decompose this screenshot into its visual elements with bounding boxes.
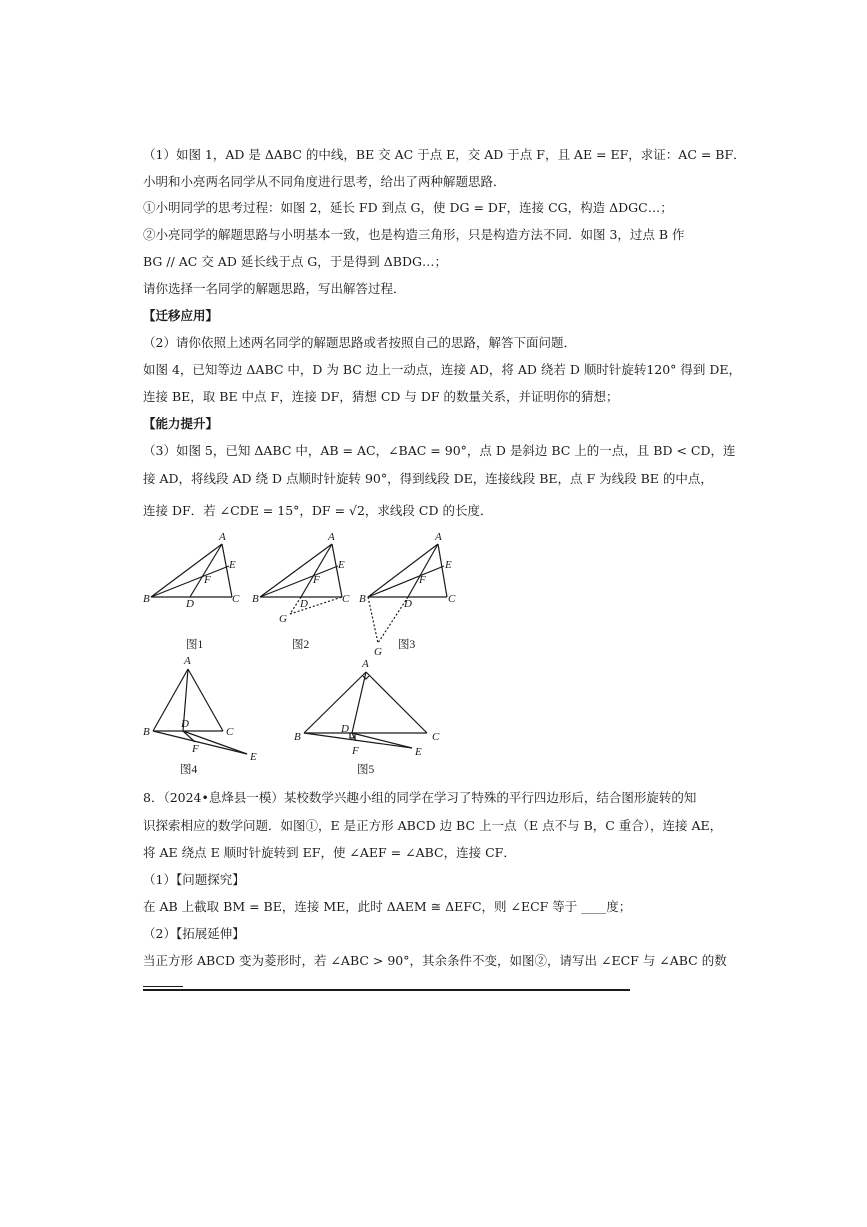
- fig4-label-f: F: [192, 743, 199, 755]
- q8-line2: 识探索相应的数学问题．如图①，E 是正方形 ABCD 边 BC 上一点（E 点不与 B，C 重合），连接 AE，: [143, 818, 723, 833]
- fig3-label-e: E: [445, 559, 452, 571]
- fig4-label-a: A: [184, 655, 191, 667]
- fig1-label-d: D: [186, 598, 194, 610]
- q7-part2-line3: 连接 BE，取 BE 中点 F，连接 DF，猜想 CD 与 DF 的数量关系，并证明你的猜想；: [143, 389, 619, 404]
- q7-part2-line2: 如图 4，已知等边 ΔABC 中，D 为 BC 边上一动点，连接 AD，将 AD 绕若 D 顺时针旋转120° 得到 DE，: [143, 362, 742, 377]
- fig3-label-g: G: [374, 646, 382, 658]
- fig2-label-a: A: [328, 531, 335, 543]
- fig2-caption: 图2: [292, 639, 310, 651]
- fig5-caption: 图5: [357, 764, 375, 776]
- fig2-label-f: F: [313, 574, 320, 586]
- fig3-caption: 图3: [398, 639, 416, 651]
- fig4-label-b: B: [143, 726, 150, 738]
- figure-4: [153, 669, 247, 754]
- fig3-label-b: B: [359, 593, 366, 605]
- q7-part3-line1: （3）如图 5，已知 ΔABC 中，AB = AC，∠BAC = 90°，点 D 是斜边 BC 上的一点，且 BD < CD，连: [143, 443, 736, 458]
- figure-1: [151, 544, 232, 597]
- fig5-label-b: B: [294, 731, 301, 743]
- fig2-label-e: E: [338, 559, 345, 571]
- fig4-label-e: E: [250, 751, 257, 763]
- q7-part2-line1: （2）请你依照上述两名同学的解题思路或者按照自己的思路，解答下面问题．: [143, 335, 576, 350]
- figure-2-labels: [252, 531, 350, 651]
- q7-heading-transfer: 【迁移应用】: [143, 308, 219, 323]
- fig4-caption: 图4: [180, 764, 198, 776]
- fig4-label-c: C: [226, 726, 234, 738]
- q8-question1: 在 AB 上截取 BM = BE，连接 ME，此时 ΔAEM ≅ ΔEFC，则 ∠ECF 等于 ____度；: [143, 899, 632, 914]
- q8-line3: 将 AE 绕点 E 顺时针旋转到 EF，使 ∠AEF = ∠ABC，连接 CF．: [143, 845, 516, 860]
- q7-heading-ability: 【能力提升】: [143, 416, 219, 431]
- q7-liang-line1: ②小亮同学的解题思路与小明基本一致，也是构造三角形，只是构造方法不同．如图 3，过点 B 作: [143, 227, 685, 242]
- fig1-caption: 图1: [186, 639, 204, 651]
- fig2-label-b: B: [252, 593, 259, 605]
- fig1-label-f: F: [204, 574, 211, 586]
- fig2-label-d: D: [300, 598, 308, 610]
- fig3-label-f: F: [419, 574, 426, 586]
- fig1-label-a: A: [219, 531, 226, 543]
- fig5-label-d: D: [341, 723, 349, 735]
- fig2-label-c: C: [342, 593, 350, 605]
- fig3-label-a: A: [435, 531, 442, 543]
- figure-1-labels: [143, 531, 240, 651]
- figure-5: [304, 672, 427, 748]
- figure-5-labels: [294, 658, 440, 776]
- q8-line1: 8．（2024•息烽县一模）某校数学兴趣小组的同学在学习了特殊的平行四边形后，结合图形旋转的知: [143, 790, 697, 805]
- q7-part3-line2: 接 AD，将线段 AD 绕 D 点顺时针旋转 90°，得到线段 DE，连接线段 BE，点 F 为线段 BE 的中点，: [143, 471, 713, 486]
- footer-rule: [143, 989, 630, 991]
- footer-short-rule: [143, 986, 183, 987]
- q7-part3-line3: 连接 DF．若 ∠CDE = 15°，DF = √2，求线段 CD 的长度．: [143, 503, 493, 518]
- q7-ming-approach: ①小明同学的思考过程：如图 2，延长 FD 到点 G，使 DG = DF，连接 CG，构造 ΔDGC…；: [143, 200, 673, 215]
- fig2-label-g: G: [279, 613, 287, 625]
- q8-heading-extend: （2）【拓展延伸】: [143, 926, 245, 941]
- q8-heading-explore: （1）【问题探究】: [143, 872, 245, 887]
- fig3-label-c: C: [448, 593, 456, 605]
- q8-question2: 当正方形 ABCD 变为菱形时，若 ∠ABC > 90°，其余条件不变，如图②，请写出 ∠ECF 与 ∠ABC 的数: [143, 953, 727, 968]
- figure-4-labels: [143, 655, 257, 776]
- q7-part1-line1: （1）如图 1，AD 是 ΔABC 的中线，BE 交 AC 于点 E，交 AD 于点 F，且 AE = EF，求证：AC = BF．: [143, 147, 746, 162]
- fig3-label-d: D: [404, 598, 412, 610]
- q7-part1-line2: 小明和小亮两名同学从不同角度进行思考，给出了两种解题思路．: [143, 174, 506, 189]
- fig5-label-a: A: [362, 658, 369, 670]
- fig5-label-f: F: [352, 745, 359, 757]
- q7-liang-line2: BG // AC 交 AD 延长线于点 G，于是得到 ΔBDG…；: [143, 254, 447, 269]
- fig5-label-c: C: [432, 731, 440, 743]
- fig1-label-e: E: [229, 559, 236, 571]
- q7-choose-instruction: 请你选择一名同学的解题思路，写出解答过程．: [143, 281, 406, 296]
- fig4-label-d: D: [181, 718, 189, 730]
- figure-3: [368, 544, 447, 643]
- fig5-label-e: E: [415, 746, 422, 758]
- fig1-label-b: B: [143, 593, 150, 605]
- fig1-label-c: C: [232, 593, 240, 605]
